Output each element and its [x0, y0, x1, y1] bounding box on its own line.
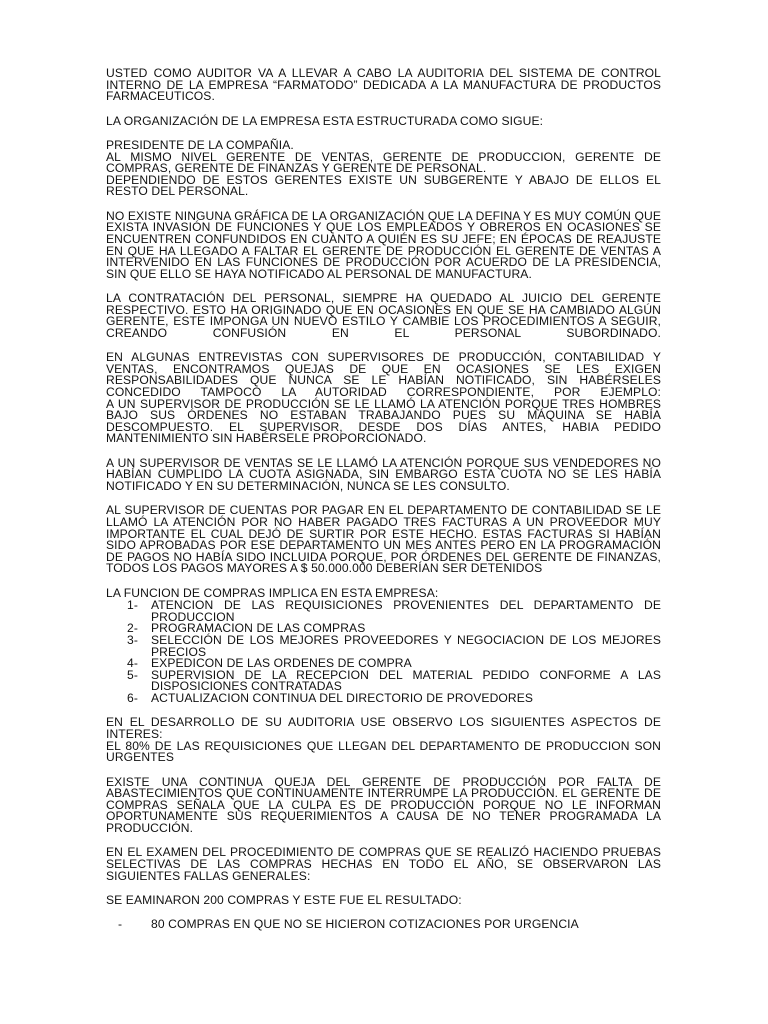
list-number: 1-: [127, 598, 138, 613]
result-item-text: 80 COMPRAS EN QUE NO SE HICIERON COTIZACIONES POR URGENCIA: [151, 917, 579, 932]
examined-line: SE EAMINARON 200 COMPRAS Y ESTE FUE EL RESULTADO:: [106, 893, 462, 907]
org-president: PRESIDENTE DE LA COMPAÑIA.: [106, 137, 294, 152]
audit-observations: [106, 717, 661, 763]
purchasing-item: [106, 690, 661, 705]
purchasing-item-text: PROGRAMACION DE LAS COMPRAS: [151, 621, 366, 636]
sales-supervisor-paragraph: A UN SUPERVISOR DE VENTAS SE LE LLAMÓ LA ATENCIÓN PORQUE SUS VENDEDORES NO HABÍAN CUMPLIDO LA CUOTA ASIGNADA, SIN EMBARGO ESTA CUOTA NO SE LES HABÍA NOTIFICADO Y EN SU DETERMINACIÓN, NUNCA SE LES CONSULTO.: [106, 455, 661, 493]
org-sub: DEPENDIENDO DE ESTOS GERENTES EXISTE UN SUBGERENTE Y ABAJO DE ELLOS EL RESTO DEL PERSONAL.: [106, 172, 661, 199]
list-number: 6-: [127, 690, 138, 705]
hiring-paragraph: LA CONTRATACIÓN DEL PERSONAL, SIEMPRE HA QUEDADO AL JUICIO DEL GERENTE RESPECTIVO. ESTO HA ORIGINADO QUE EN OCASIONES EN QUE SE HA CAMBIADO ALGÚN GERENTE, ESTE IMPONGA UN NUEVO ESTILO Y CAMBIE LOS PROCEDIMIENTOS A SEGUIR, CREANDO CONFUSIÓN EN EL PERSONAL SUBORDINADO.: [106, 291, 661, 340]
production-supervisor-text: A UN SUPERVISOR DE PRODUCCIÓN SE LE LLAMÓ LA ATENCIÓN PORQUE TRES HOMBRES BAJO SUS ÓRDENES NO ESTABAN TRABAJANDO PUES SU MÁQUINA SE HABÍA DESCOMPUESTO. EL SUPERVISOR, DESDE DOS DÍAS ANTES, HABIA PEDIDO MANTENIMIENTO SIN HABÉRSELE PROPORCIONADO.: [106, 396, 661, 446]
purchasing-item-text: ACTUALIZACION CONTINUA DEL DIRECTORIO DE PROVEDORES: [151, 690, 534, 705]
list-number: 4-: [127, 656, 138, 671]
purchasing-item-text: SUPERVISION DE LA RECEPCION DEL MATERIAL PEDIDO CONFORME A LAS DISPOSICIONES CONTRATADAS: [151, 667, 661, 694]
list-number: 2-: [127, 621, 138, 636]
audit-observed-text: EN EL DESARROLLO DE SU AUDITORIA USE OBSERVO LOS SIGUIENTES ASPECTOS DE INTERES:: [106, 715, 661, 742]
purchasing-item-text: EXPEDICON DE LAS ORDENES DE COMPRA: [151, 656, 412, 671]
list-number: 3-: [127, 632, 138, 647]
document-body: [106, 68, 661, 931]
list-number: 5-: [127, 667, 138, 682]
result-item: [106, 919, 661, 931]
purchasing-item: [106, 667, 661, 694]
org-heading: LA ORGANIZACIÓN DE LA EMPRESA ESTA ESTRUCTURADA COMO SIGUE:: [106, 113, 544, 128]
exam-paragraph: EN EL EXAMEN DEL PROCEDIMIENTO DE COMPRAS QUE SE REALIZÓ HACIENDO PRUEBAS SELECTIVAS DE LAS COMPRAS HECHAS EN TODO EL AÑO, SE OBSERVARON LAS SIGUIENTES FALLAS GENERALES:: [106, 845, 661, 883]
org-level: AL MISMO NIVEL GERENTE DE VENTAS, GERENTE DE PRODUCCION, GERENTE DE COMPRAS, GERENTE DE FINANZAS Y GERENTE DE PERSONAL.: [106, 149, 661, 176]
dash-bullet: -: [118, 917, 123, 932]
interviews-paragraph: [106, 352, 661, 445]
no-chart-paragraph: NO EXISTE NINGUNA GRÁFICA DE LA ORGANIZACIÓN QUE LA DEFINA Y ES MUY COMÚN QUE EXISTA INVASIÓN DE FUNCIONES Y QUE LOS EMPLEADOS Y OBREROS EN OCASIONES SE ENCUENTREN CONFUNDIDOS EN CUANTO A QUIÉN ES SU JEFE; EN ÉPOCAS DE REAJUSTE EN QUE HA LLEGADO A FALTAR EL GERENTE DE PRODUCCIÓN EL GERENTE DE VENTAS A INTERVENIDO EN LAS FUNCIONES DE PRODUCCIÓN POR ACUERDO DE LA PRESIDENCIA, SIN QUE ELLO SE HAYA NOTIFICADO AL PERSONAL DE MANUFACTURA.: [106, 208, 661, 281]
interviews-text: EN ALGUNAS ENTREVISTAS CON SUPERVISORES DE PRODUCCIÓN, CONTABILIDAD Y VENTAS, ENCONTRAMOS QUEJAS DE QUE EN OCASIONES SE LES EXIGEN RESPONSABILIDADES QUE NUNCA SE LE HABÍAN NOTIFICADO, SIN HABÉRSELES CONCEDIDO TAMPOCO LA AUTORIDAD CORRESPONDIENTE, POR EJEMPLO:: [106, 350, 661, 400]
purchasing-list: [106, 600, 661, 704]
payables-paragraph: AL SUPERVISOR DE CUENTAS POR PAGAR EN EL DEPARTAMENTO DE CONTABILIDAD SE LE LLAMÓ LA ATENCIÓN POR NO HABER PAGADO TRES FACTURAS A UN PROVEEDOR MUY IMPORTANTE EL CUAL DEJÓ DE SURTIR POR ESTE HECHO. ESTAS FACTURAS SI HABÍAN SIDO APROBADAS POR ESE DEPARTAMENTO UN MES ANTES PERO EN LA PROGRAMACIÓN DE PAGOS NO HABÍA SIDO INCLUIDA PORQUE, POR ÓRDENES DEL GERENTE DE FINANZAS, TODOS LOS PAGOS MAYORES A $ 50.000.000 DEBERÍAN SER DETENIDOS: [106, 503, 661, 576]
intro-paragraph: USTED COMO AUDITOR VA A LLEVAR A CABO LA AUDITORIA DEL SISTEMA DE CONTROL INTERNO DE LA EMPRESA “FARMATODO” DEDICADA A LA MANUFACTURA DE PRODUCTOS FARMACEUTICOS.: [106, 66, 661, 104]
purchasing-heading: LA FUNCION DE COMPRAS IMPLICA EN ESTA EMPRESA:: [106, 585, 439, 600]
complaint-paragraph: EXISTE UNA CONTINUA QUEJA DEL GERENTE DE PRODUCCIÓN POR FALTA DE ABASTECIMIENTOS QUE CONTINUAMENTE INTERRUMPE LA PRODUCCIÓN. EL GERENTE DE COMPRAS SEÑALA QUE LA CULPA ES DE PRODUCCIÓN PORQUE NO LE INFORMAN OPORTUNAMENTE SUS REQUERIMIENTOS A CAUSA DE NO TENER PROGRAMADA LA PRODUCCIÓN.: [106, 774, 661, 836]
purchasing-item-text: SELECCIÓN DE LOS MEJORES PROVEEDORES Y NEGOCIACION DE LOS MEJORES PRECIOS: [151, 632, 661, 659]
org-structure: [106, 137, 661, 199]
result-list: [106, 919, 661, 931]
purchasing-item: [106, 600, 661, 623]
urgent-text: EL 80% DE LAS REQUISICIONES QUE LLEGAN DEL DEPARTAMENTO DE PRODUCCION SON URGENTES: [106, 738, 661, 765]
purchasing-item: [106, 632, 661, 659]
purchasing-item-text: ATENCION DE LAS REQUISICIONES PROVENIENTES DEL DEPARTAMENTO DE PRODUCCION: [151, 598, 661, 624]
